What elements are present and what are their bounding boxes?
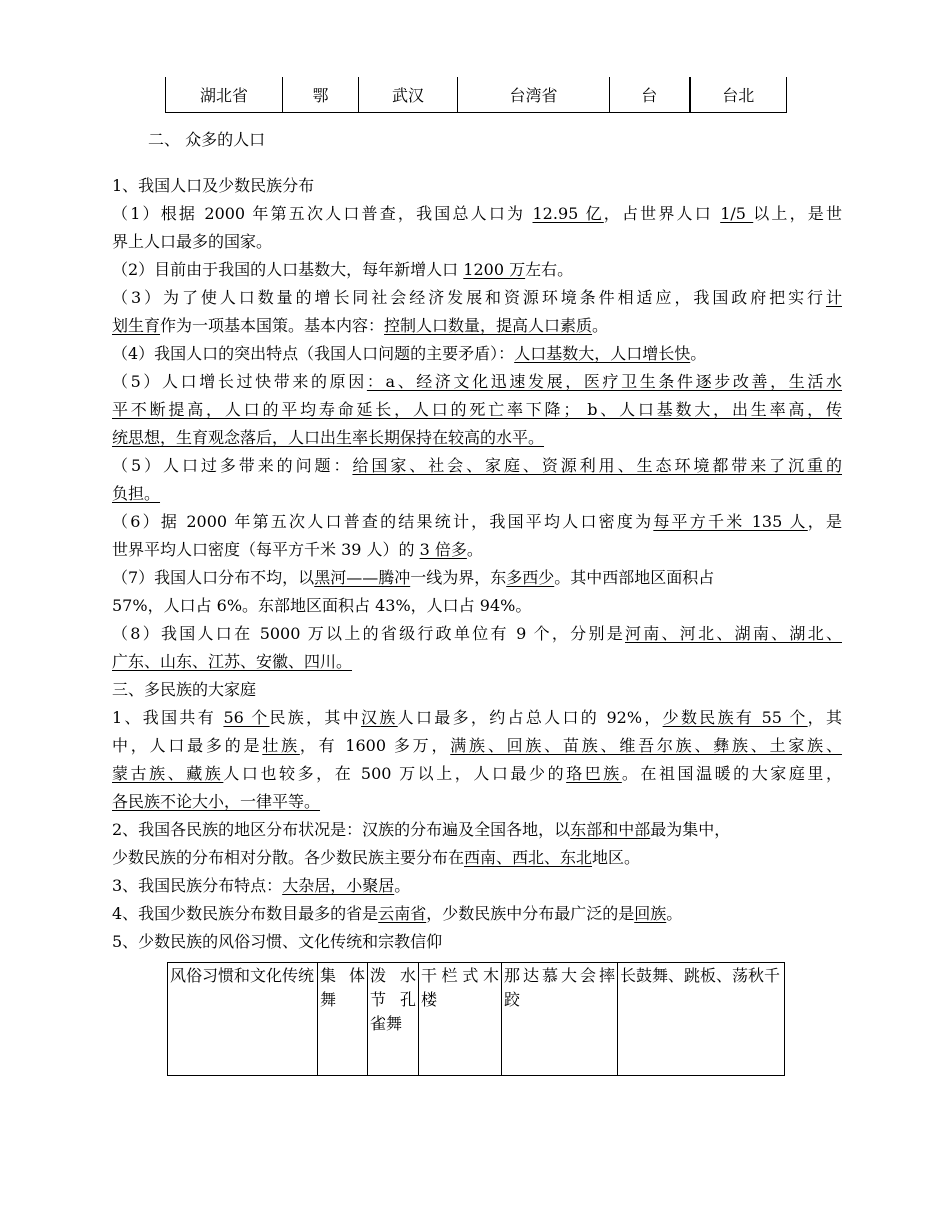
- paragraph-line: 1、我国共有 56 个民族，其中汉族人口最多，约占总人口的 92%，少数民族有 55 个，其: [112, 708, 842, 727]
- paragraph-line: 1、我国人口及少数民族分布: [112, 176, 315, 195]
- paragraph-line: 中，人口最多的是壮族，有 1600 多万，满族、回族、苗族、维吾尔族、彝族、土家族、: [112, 736, 842, 755]
- table-cell: 武汉: [359, 77, 458, 113]
- paragraph-line: 5、少数民族的风俗习惯、文化传统和宗教信仰: [112, 932, 443, 951]
- table-cell: 台北: [690, 77, 787, 113]
- table-cell: 泼 水节 孔 雀舞: [368, 963, 419, 1076]
- paragraph-line: 平不断提高，人口的平均寿命延长，人口的死亡率下降； b、人口基数大，出生率高，传: [112, 400, 842, 419]
- paragraph-line: 3、我国民族分布特点：大杂居，小聚居。: [112, 876, 411, 895]
- table-cell: 集 体舞: [318, 963, 368, 1076]
- paragraph-line: 界上人口最多的国家。: [112, 232, 273, 251]
- paragraph-line: 57%，人口占 6%。东部地区面积占 43%，人口占 94%。: [112, 596, 532, 615]
- table-cell: 干栏式木楼: [419, 963, 502, 1076]
- paragraph-line: （8）我国人口在 5000 万以上的省级行政单位有 9 个，分别是河南、河北、湖南、湖北、: [112, 624, 842, 643]
- paragraph-line: （7）我国人口分布不均，以黑河——腾冲一线为界，东多西少。其中西部地区面积占: [112, 568, 715, 587]
- table-cell: 台: [610, 77, 690, 113]
- paragraph-line: 少数民族的分布相对分散。各少数民族主要分布在西南、西北、东北地区。: [112, 848, 641, 867]
- paragraph-line: 各民族不论大小，一律平等。: [112, 792, 321, 811]
- paragraph-line: （1）根据 2000 年第五次人口普查，我国总人口为 12.95 亿，占世界人口 1/5 以上，是世: [112, 204, 842, 223]
- paragraph-line: 统思想，生育观念落后，人口出生率长期保持在较高的水平。: [112, 428, 545, 447]
- paragraph-line: 2、我国各民族的地区分布状况是：汉族的分布遍及全国各地，以东部和中部最为集中，: [112, 820, 731, 839]
- table-cell: 那达慕大会摔跤: [502, 963, 618, 1076]
- paragraph-line: 负担。: [112, 484, 161, 503]
- customs-table: [167, 962, 785, 1076]
- paragraph-line: 广东、山东、江苏、安徽、四川。: [112, 652, 353, 671]
- table-row: [168, 963, 785, 1076]
- paragraph-line: 蒙古族、藏族人口也较多，在 500 万以上，人口最少的珞巴族。在祖国温暖的大家庭里，: [112, 764, 842, 783]
- table-cell: 鄂: [283, 77, 359, 113]
- table-cell: 台湾省: [458, 77, 610, 113]
- paragraph-line: （3）为了使人口数量的增长同社会经济发展和资源环境条件相适应，我国政府把实行计: [112, 288, 842, 307]
- paragraph-line: （5）人口增长过快带来的原因：a、经济文化迅速发展，医疗卫生条件逐步改善，生活水: [112, 372, 843, 391]
- section-heading: 三、多民族的大家庭: [112, 680, 257, 699]
- paragraph-line: （2）目前由于我国的人口基数大，每年新增人口 1200 万左右。: [112, 260, 574, 279]
- province-table: [165, 77, 787, 113]
- table-row: [166, 77, 787, 113]
- table-cell: 湖北省: [166, 77, 283, 113]
- table-cell: 长鼓舞、跳板、荡秋千: [618, 963, 785, 1076]
- paragraph-line: （4）我国人口的突出特点（我国人口问题的主要矛盾）：人口基数大，人口增长快。: [112, 344, 707, 363]
- table-cell: 风俗习惯和文化传统: [168, 963, 318, 1076]
- paragraph-line: （6）据 2000 年第五次人口普查的结果统计，我国平均人口密度为每平方千米 135 人，是: [112, 512, 842, 531]
- paragraph-line: 世界平均人口密度（每平方千米 39 人）的 3 倍多。: [112, 540, 483, 559]
- paragraph-line: 划生育作为一项基本国策。基本内容：控制人口数量，提高人口素质。: [112, 316, 609, 335]
- paragraph-line: 4、我国少数民族分布数目最多的省是云南省，少数民族中分布最广泛的是回族。: [112, 904, 683, 923]
- paragraph-line: （5）人口过多带来的问题：给国家、社会、家庭、资源利用、生态环境都带来了沉重的: [112, 456, 842, 475]
- section-heading: 二、 众多的人口: [148, 130, 266, 149]
